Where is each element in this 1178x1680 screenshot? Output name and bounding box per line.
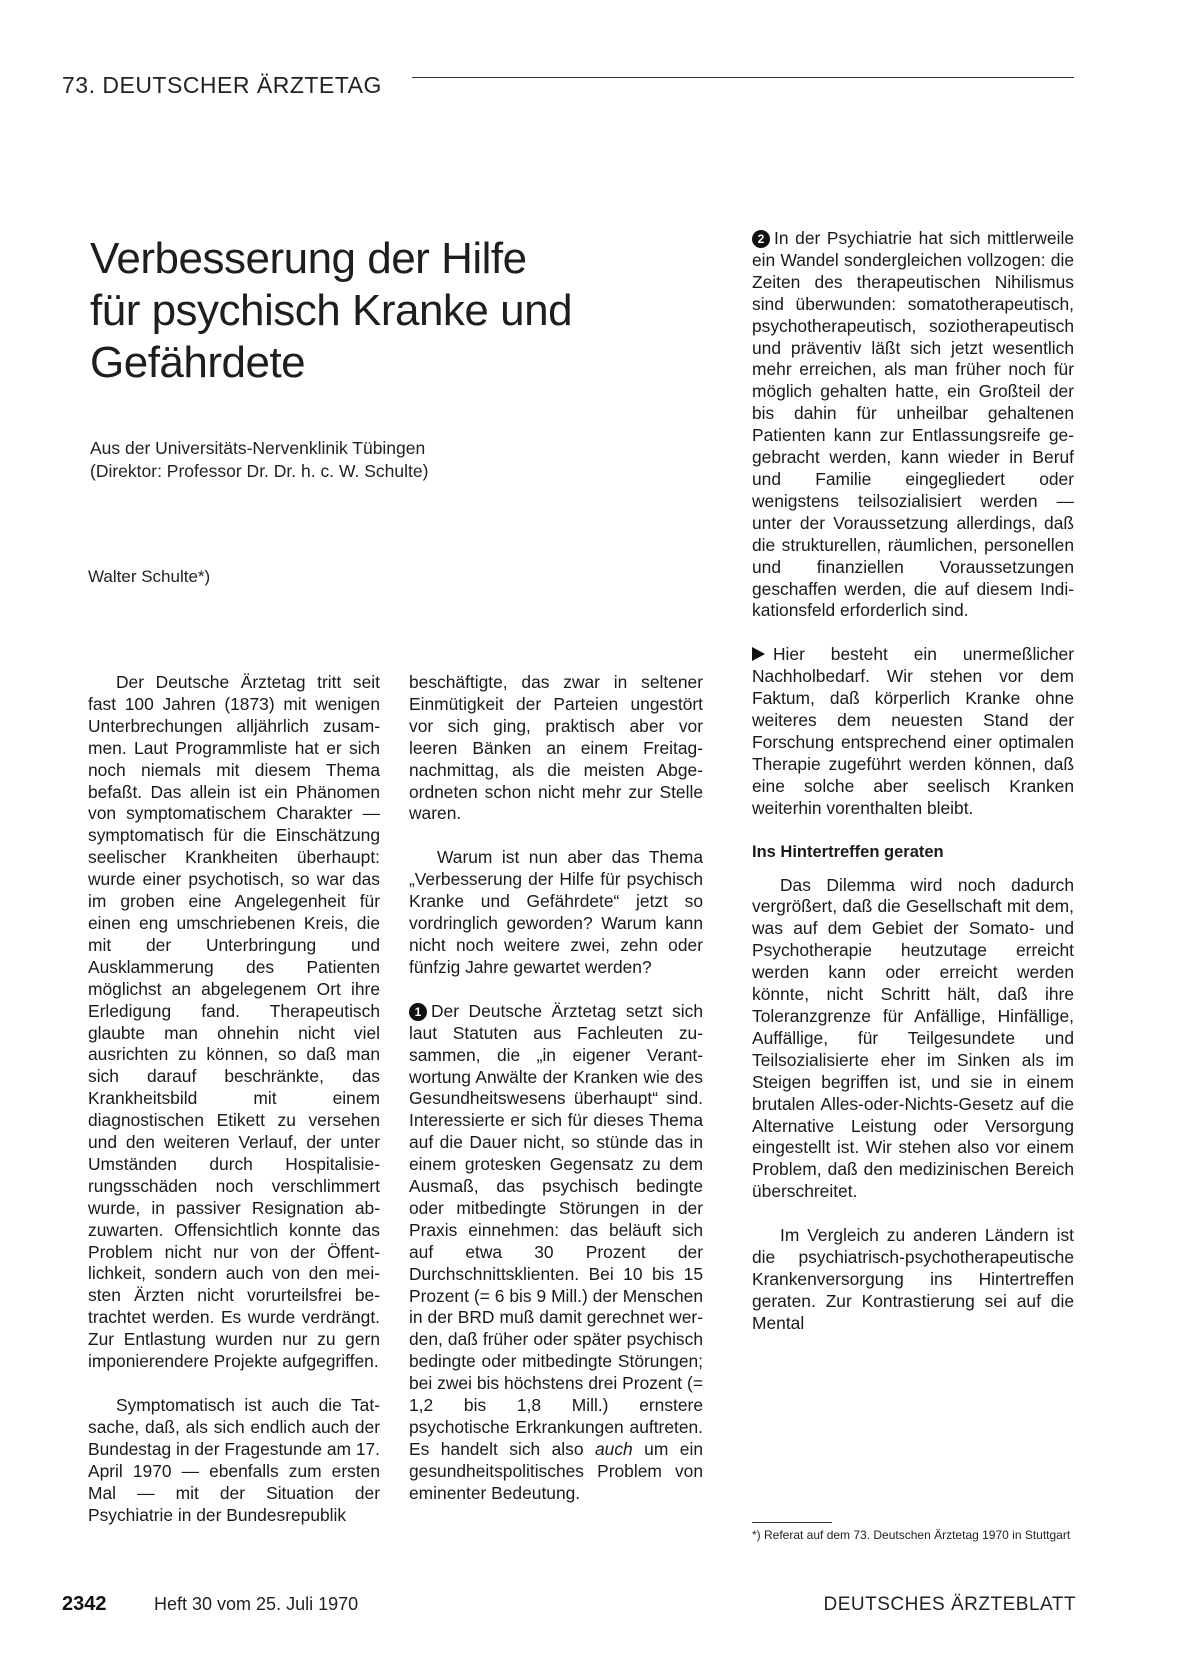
article-title	[90, 233, 690, 389]
affiliation-line: (Direktor: Professor Dr. Dr. h. c. W. Schulte)	[90, 461, 429, 481]
footnote-rule	[752, 1522, 832, 1523]
number-two-marker-icon: 2	[752, 230, 770, 248]
paragraph: Symptomatisch ist auch die Tatsache, daß, als sich endlich auch der Bundestag in der Fragestunde am 17. April 1970 — ebenfalls zum ersten Mal — mit der Situation der Psychiatrie in der Bundesrepublik	[88, 1395, 380, 1525]
title-line: für psychisch Kranke und	[90, 286, 573, 335]
section-heading: Ins Hintertreffen geraten	[752, 842, 944, 861]
affiliation-line: Aus der Universitäts-Nervenklinik Tübingen	[90, 438, 426, 458]
author-byline: Walter Schulte*)	[88, 567, 211, 586]
affiliation	[90, 437, 428, 483]
title-line: Gefährdete	[90, 338, 306, 387]
paragraph-text: Hier besteht ein unermeßlicher Nachholbedarf. Wir stehen vor dem Faktum, daß körperlich Kranke ohne weiteres dem neuesten Stand der Forschung entsprechend einer optimalen Therapie zugeführt werden können, daß eine solche aber seelisch Kranken weiterhin vorenthalten bleibt.	[752, 644, 1074, 818]
paragraph-numbered-1	[409, 1001, 703, 1505]
paragraph-numbered-2	[752, 228, 1074, 622]
paragraph: Im Vergleich zu anderen Ländern ist die psychiatrisch-psychotherapeutische Krankenversorgung ins Hintertreffen geraten. Zur Kontrastierung sei auf die Mental	[752, 1225, 1074, 1333]
paragraph-text: In der Psychiatrie hat sich mittlerweile ein Wandel sondergleichen vollzogen: die Zeiten des therapeutischen Nihilismus sind überwunden: somatotherapeutisch, psychotherapeutisch, soziotherapeutisch und präventiv läßt sich jetzt wesentlich mehr erreichen, als man früher noch für möglich gehalten hatte, ein Großteil der bis dahin für unheilbar gehaltenen Patienten kann zur Entlassungsreife gegebracht werden, kann wieder in Beruf und Familie eingegliedert oder wenigstens teilsozialisiert werden — unter der Voraussetzung allerdings, daß die strukturellen, räumlichen, personellen und finanziellen Voraussetzungen geschaffen werden, die auf diesem Indikationsfeld erforderlich sind.	[752, 228, 1074, 621]
paragraph-text: um ein gesundheitspolitisches Problem von eminenter Bedeutung.	[409, 1438, 703, 1503]
journal-name: DEUTSCHES ÄRZTEBLATT	[823, 1594, 1076, 1615]
text-column-2	[409, 672, 703, 1527]
paragraph-highlight	[752, 644, 1074, 819]
footnote: *) Referat auf dem 73. Deutschen Ärztetag 1970 in Stuttgart	[752, 1528, 1071, 1542]
header-rule	[412, 77, 1074, 78]
page-number: 2342	[62, 1593, 107, 1615]
number-one-marker-icon: 1	[409, 1003, 427, 1021]
issue-info: Heft 30 vom 25. Juli 1970	[154, 1594, 359, 1614]
paragraph: beschäftigte, das zwar in seltener Einmütigkeit der Parteien ungestört vor sich ging, praktisch aber vor leeren Bänken an einem Freitagnachmittag, als die meisten Abgeordneten schon nicht mehr zur Stelle waren.	[409, 672, 703, 824]
running-head: 73. DEUTSCHER ÄRZTETAG	[62, 72, 382, 98]
emphasis-text: auch	[595, 1438, 633, 1459]
text-column-3	[752, 228, 1074, 1357]
triangle-pointer-icon	[752, 647, 765, 661]
text-column-1	[88, 672, 380, 1548]
paragraph: Warum ist nun aber das Thema „Verbesserung der Hilfe für psychisch Kranke und Gefährdete“ jetzt so vordringlich geworden? Warum kann nicht noch weitere zwei, zehn oder fünfzig Jahre gewartet werden?	[409, 847, 703, 977]
title-line: Verbesserung der Hilfe	[90, 234, 527, 283]
paragraph: Der Deutsche Ärztetag tritt seit fast 100 Jahren (1873) mit wenigen Unterbrechungen alljährlich zusammen. Laut Programmliste hat er sich noch niemals mit diesem Thema befaßt. Das allein ist ein Phänomen von symptomatischem Charakter — symptomatisch für die Einschätzung seelischer Krankheiten überhaupt: wurde einer psychotisch, so war das im groben eine Angelegenheit für einen eng umschriebenen Kreis, die mit der Unterbringung und Ausklammerung des Patienten möglichst an abgelegenem Ort ihre Erledigung fand. Therapeutisch glaubte man ohnehin nicht viel ausrichten zu können, so daß man sich darauf beschränkte, das Krankheitsbild mit einem diagnostischen Etikett zu versehen und den weiteren Verlauf, der unter Umständen durch Hospitalisierungsschäden noch verschlimmert wurde, in passiver Resignation abzuwarten. Offensichtlich konnte das Problem nicht nur von der Öffentlichkeit, sondern auch von den meisten Ärzten nicht vorurteilsfrei betrachtet werden. Es wurde verdrängt. Zur Entlastung wurden nur zu gern imponierendere Projekte aufgegriffen.	[88, 672, 380, 1372]
paragraph: Das Dilemma wird noch dadurch vergrößert, daß die Gesellschaft mit dem, was auf dem Gebiet der Somato- und Psychotherapie heutzutage erreicht werden kann oder erreicht werden könnte, nicht Schritt hält, daß ihre Toleranzgrenze für Anfällige, Hinfällige, Auffällige, für Teilgesundete und Teilsozialisierte eher im Sinken als im Steigen begriffen ist, und sie in einem brutalen Alles-oder-Nichts-Gesetz auf die Alternative Leistung oder Versorgung eingestellt ist. Wir stehen also vor einem Problem, daß den medizinischen Bereich überschreitet.	[752, 874, 1074, 1202]
paragraph-text: Der Deutsche Ärztetag setzt sich laut Statuten aus Fachleuten zusammen, die „in eigener Verantwortung Anwälte der Kranken wie des Gesundheitswesens überhaupt“ sind. Interessierte er sich für dieses Thema auf die Dauer nicht, so stünde das in einem grotesken Gegensatz zu dem Ausmaß, das psychisch bedingte oder mitbedingte Störungen in der Praxis einnehmen: das beläuft sich auf etwa 30 Prozent der Durchschnittsklienten. Bei 10 bis 15 Prozent (= 6 bis 9 Mill.) der Menschen in der BRD muß damit gerechnet werden, daß früher oder später psychisch bedingte oder mitbedingte Störungen; bei zwei bis höchstens drei Prozent (= 1,2 bis 1,8 Mill.) ernstere psychotische Erkrankungen auftreten. Es handelt sich also	[409, 1000, 703, 1459]
